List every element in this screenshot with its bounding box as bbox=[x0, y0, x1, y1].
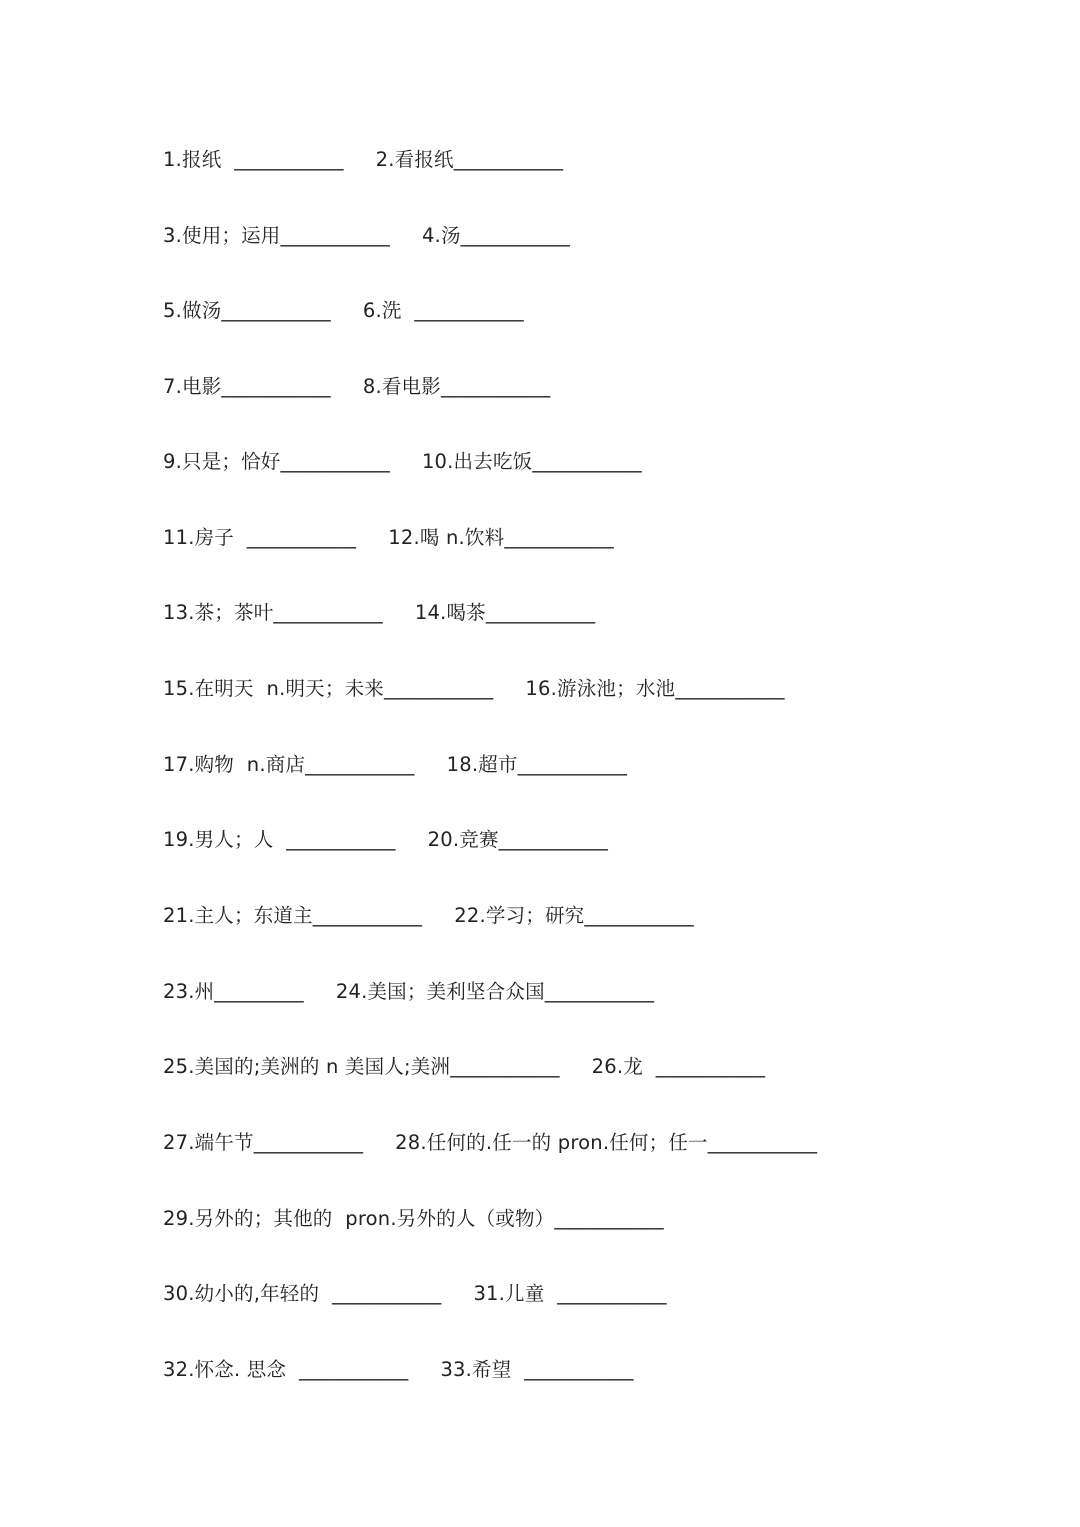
exercise-line-13: 25.美国的;美洲的 n 美国人;美洲___________ 26.龙 ___________ bbox=[163, 1055, 766, 1078]
exercise-line-5: 9.只是；恰好___________ 10.出去吃饭___________ bbox=[163, 450, 642, 473]
exercise-line-10: 19.男人；人 ___________ 20.竞赛___________ bbox=[163, 828, 609, 851]
exercise-line-11: 21.主人；东道主___________ 22.学习；研究___________ bbox=[163, 904, 694, 927]
exercise-line-1: 1.报纸 ___________ 2.看报纸___________ bbox=[163, 148, 564, 171]
exercise-line-15: 29.另外的；其他的 pron.另外的人（或物）___________ bbox=[163, 1207, 664, 1230]
exercise-line-2: 3.使用；运用___________ 4.汤___________ bbox=[163, 224, 571, 247]
exercise-line-7: 13.茶；茶叶___________ 14.喝茶___________ bbox=[163, 601, 596, 624]
exercise-line-8: 15.在明天 n.明天；未来___________ 16.游泳池；水池___________ bbox=[163, 677, 785, 700]
exercise-line-16: 30.幼小的,年轻的 ___________ 31.儿童 ___________ bbox=[163, 1282, 667, 1305]
exercise-line-14: 27.端午节___________ 28.任何的.任一的 pron.任何；任一___________ bbox=[163, 1131, 818, 1154]
exercise-line-9: 17.购物 n.商店___________ 18.超市___________ bbox=[163, 753, 628, 776]
exercise-line-17: 32.怀念. 思念 ___________ 33.希望 ___________ bbox=[163, 1358, 634, 1381]
exercise-line-3: 5.做汤___________ 6.洗 ___________ bbox=[163, 299, 524, 322]
exercise-line-6: 11.房子 ___________ 12.喝 n.饮料___________ bbox=[163, 526, 614, 549]
exercise-line-12: 23.州_________ 24.美国；美利坚合众国___________ bbox=[163, 980, 655, 1003]
exercise-line-4: 7.电影___________ 8.看电影___________ bbox=[163, 375, 551, 398]
